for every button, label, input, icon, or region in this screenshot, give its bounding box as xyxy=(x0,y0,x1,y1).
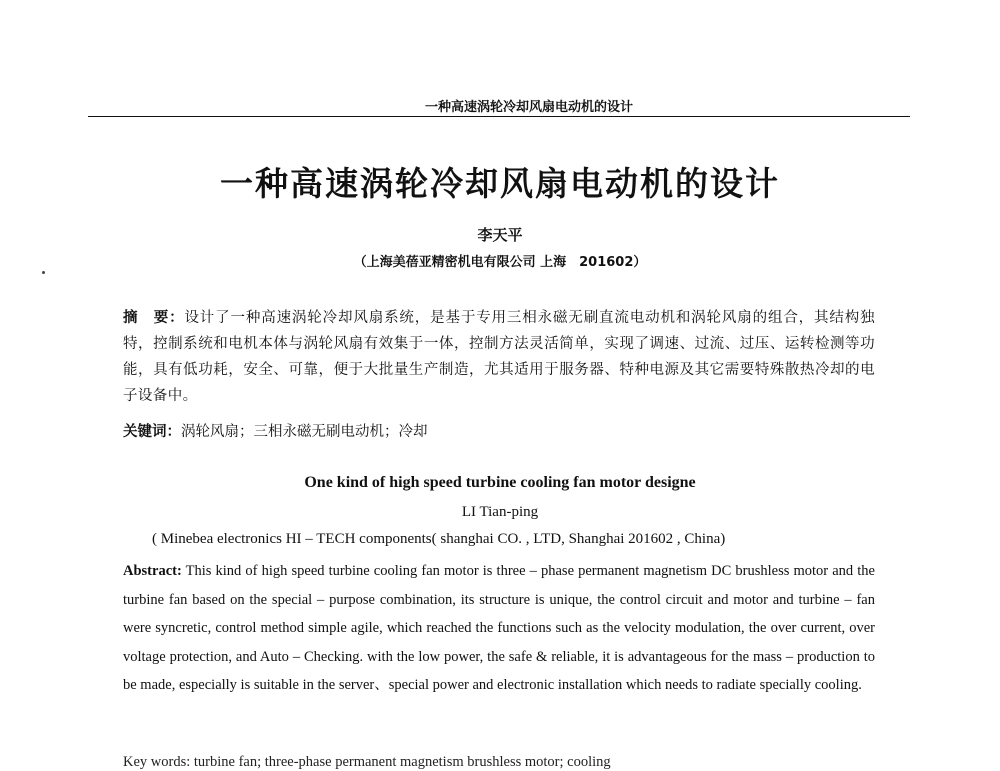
chinese-abstract-label: 摘 要： xyxy=(123,310,185,326)
english-affiliation: ( Minebea electronics HI – TECH components( shanghai CO. , LTD, Shanghai 201602 , China) xyxy=(152,531,726,547)
english-title: One kind of high speed turbine cooling fan motor designe xyxy=(304,474,696,491)
cutoff-keywords-line: Key words: turbine fan; three-phase permanent magnetism brushless motor; cooling xyxy=(123,754,611,770)
chinese-keywords-text: 涡轮风扇；三相永磁无刷电动机；冷却 xyxy=(181,424,428,440)
chinese-abstract xyxy=(123,305,875,409)
header-rule xyxy=(88,116,910,117)
chinese-abstract-text: 设计了一种高速涡轮冷却风扇系统，是基于专用三相永磁无刷直流电动机和涡轮风扇的组合，其结构独特，控制系统和电机本体与涡轮风扇有效集于一体，控制方法灵活简单，实现了调速、过流、过压、运转检测等功能，具有低功耗，安全、可靠，便于大批量生产制造，尤其适用于服务器、特种电源及其它需要特殊散热冷却的电子设备中。 xyxy=(123,310,875,404)
english-abstract xyxy=(123,557,875,700)
scan-speck xyxy=(42,271,45,274)
english-abstract-label: Abstract: xyxy=(123,563,182,579)
english-author: LI Tian-ping xyxy=(461,504,539,520)
chinese-author: 李天平 xyxy=(477,226,523,244)
chinese-affiliation: （上海美蓓亚精密机电有限公司 上海 201602） xyxy=(353,255,647,270)
chinese-keywords-label: 关键词： xyxy=(123,424,181,440)
running-header: 一种高速涡轮冷却风扇电动机的设计 xyxy=(424,100,633,115)
chinese-keywords xyxy=(123,419,875,445)
english-abstract-text: This kind of high speed turbine cooling fan motor is three – phase permanent magnetism DC brushless motor and the turbine fan based on the special – purpose combination, its structure is unique, the control circuit and motor and turbine – fan were syncretic, control method simple agile, which reached the functions such as the velocity modulation, the over current, over voltage protection, and Auto – Checking. with the low power, the safe & reliable, it is advantageous for the mass – production to be made, especially is suitable in the server、special power and electronic installation which needs to radiate specially cooling. xyxy=(123,563,875,693)
chinese-title: 一种高速涡轮冷却风扇电动机的设计 xyxy=(220,164,780,203)
